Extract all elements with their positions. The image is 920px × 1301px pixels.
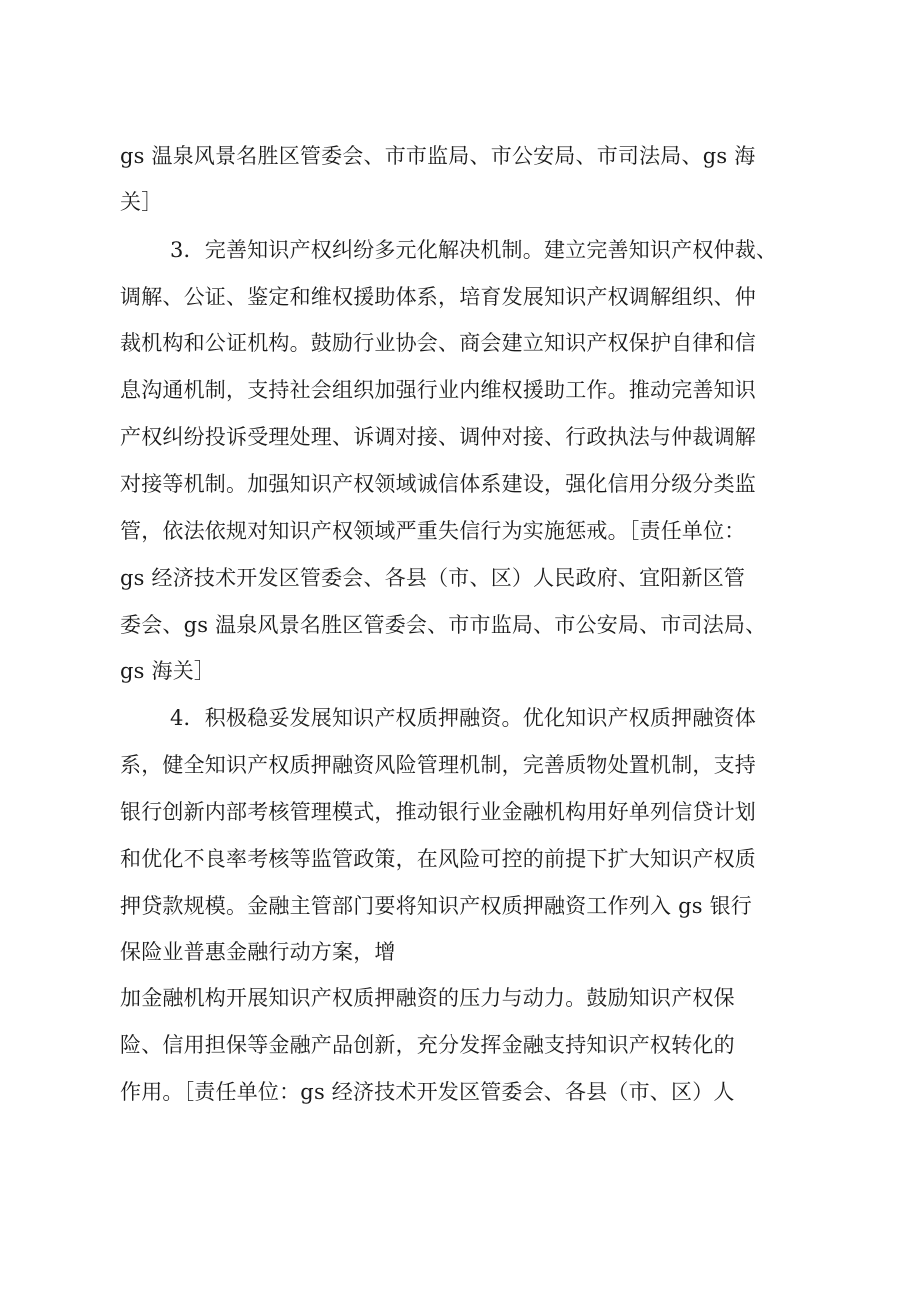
text-line: 管，依法依规对知识产权领域严重失信行为实施惩戒。［责任单位：	[120, 519, 746, 543]
text-line: 对接等机制。加强知识产权领域诚信体系建设，强化信用分级分类监	[120, 472, 756, 496]
text-line: 保险业普惠金融行动方案，增	[120, 940, 396, 964]
text-line: 系，健全知识产权质押融资风险管理机制，完善质物处置机制，支持	[120, 753, 756, 777]
text-line: 加金融机构开展知识产权质押融资的压力与动力。鼓励知识产权保	[120, 986, 735, 1010]
text-line: 和优化不良率考核等监管政策，在风险可控的前提下扩大知识产权质	[120, 847, 756, 871]
text-line: 调解、公证、鉴定和维权援助体系，培育发展知识产权调解组织、仲	[120, 285, 756, 309]
text-line: 息沟通机制，支持社会组织加强行业内维权援助工作。推动完善知识	[120, 378, 756, 402]
text-line: 险、信用担保等金融产品创新，充分发挥金融支持知识产权转化的	[120, 1033, 735, 1057]
text-line: 押贷款规模。金融主管部门要将知识产权质押融资工作列入 gs 银行	[120, 894, 752, 918]
paragraph-3-heading: 3．完善知识产权纠纷多元化解决机制。建立完善知识产权仲裁、	[170, 238, 778, 262]
text-line: 银行创新内部考核管理模式，推动银行业金融机构用好单列信贷计划	[120, 800, 756, 824]
text-line: 关］	[120, 190, 163, 214]
text-line: gs 经济技术开发区管委会、各县（市、区）人民政府、宜阳新区管	[120, 566, 746, 590]
paragraph-4-heading: 4．积极稳妥发展知识产权质押融资。优化知识产权质押融资体	[170, 706, 756, 730]
text-line: gs 海关］	[120, 659, 216, 683]
text-line: 委会、gs 温泉风景名胜区管委会、市市监局、市公安局、市司法局、	[120, 613, 767, 637]
text-line: 产权纠纷投诉受理处理、诉调对接、调仲对接、行政执法与仲裁调解	[120, 425, 756, 449]
text-line: gs 温泉风景名胜区管委会、市市监局、市公安局、市司法局、gs 海	[120, 144, 756, 168]
text-line: 作用。［责任单位：gs 经济技术开发区管委会、各县（市、区）人	[120, 1080, 735, 1104]
text-line: 裁机构和公证机构。鼓励行业协会、商会建立知识产权保护自律和信	[120, 331, 756, 355]
